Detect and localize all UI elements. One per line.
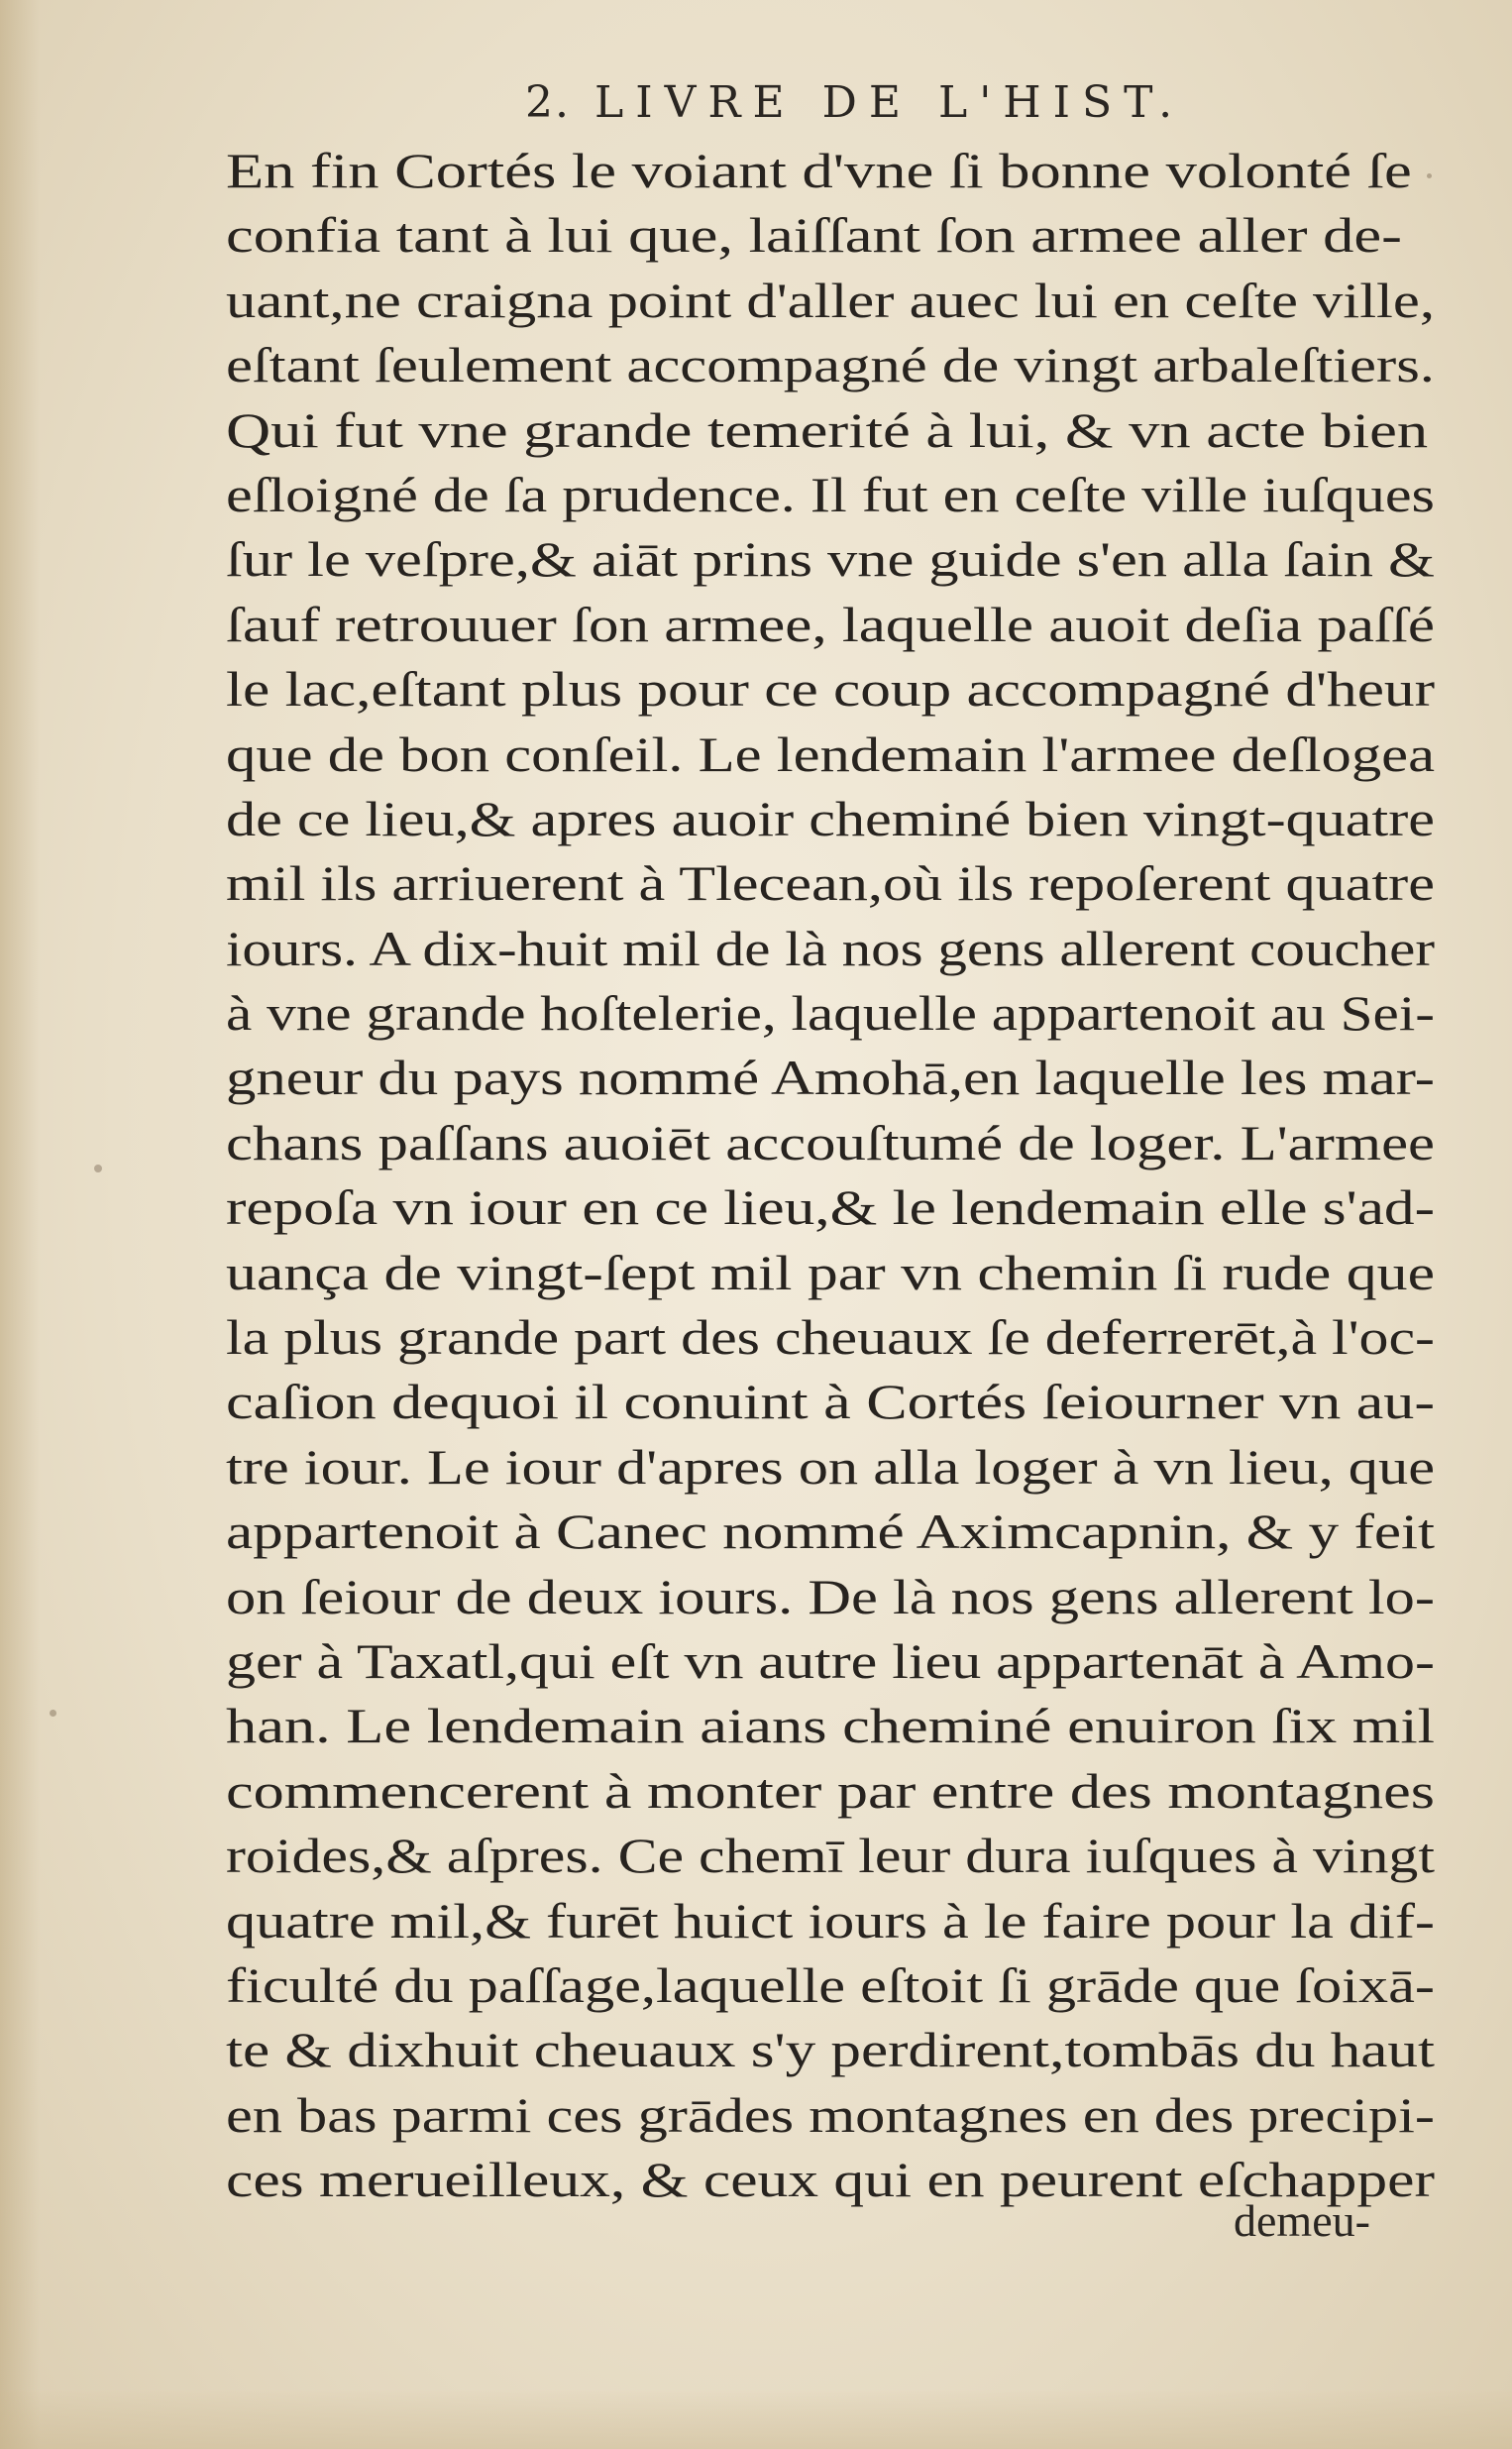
paper-speck [50,1710,56,1717]
running-head [525,77,1185,128]
text-line: en bas parmi ces grādes montagnes en des precipi- [226,2086,1435,2143]
text-line: iours. A dix-huit mil de là nos gens allerent coucher [226,920,1435,976]
text-line: confia tant à lui que, laiſſant ſon armee aller de- [226,207,1402,264]
text-line: quatre mil,& furēt huict iours à le faire pour la dif- [226,1892,1435,1948]
text-line: tre iour. Le iour d'apres on alla loger à vn lieu, que [226,1438,1435,1495]
paper-speck [94,1165,102,1172]
text-line: le lac,eſtant plus pour ce coup accompagné d'heur [226,661,1435,718]
text-line: chans paſſans auoiēt accouſtumé de loger. L'armee [226,1114,1435,1170]
text-line: ger à Taxatl,qui eſt vn autre lieu appartenāt à Amo- [226,1632,1435,1689]
text-line: de ce lieu,& apres auoir cheminé bien vingt-quatre [226,790,1435,846]
text-line: à vne grande hoſtelerie, laquelle appartenoit au Sei- [226,985,1435,1042]
text-line: eſloigné de ſa prudence. Il fut en ceſte ville iuſques [226,466,1435,522]
text-line: gneur du pays nommé Amohā,en laquelle les mar- [226,1050,1435,1106]
text-line: on ſeiour de deux iours. De là nos gens allerent lo- [226,1568,1435,1624]
text-line: ſur le veſpre,& aiāt prins vne guide s'en alla ſain & [226,531,1435,588]
running-title: LIVRE DE L'HIST. [594,77,1185,128]
text-line: commencerent à monter par entre des montagnes [226,1762,1435,1819]
text-line: eſtant ſeulement accompagné de vingt arbaleſtiers. [226,337,1435,393]
catchword: demeu- [1234,2195,1370,2246]
page-bottom-shadow [0,2390,1512,2449]
text-line: En fin Cortés le voiant d'vne ſi bonne volonté ſe [226,143,1412,198]
text-line: appartenoit à Canec nommé Aximcapnin, & y feit [226,1503,1435,1560]
text-line: que de bon conſeil. Le lendemain l'armee deſlogea [226,725,1435,782]
text-line: te & dixhuit cheuaux s'y perdirent,tombās du haut [226,2022,1435,2078]
text-line: uant,ne craigna point d'aller auec lui en ceſte ville, [226,272,1435,328]
page-edge-shadow [0,0,40,2449]
page-number: 2. [525,77,571,128]
text-line: caſion dequoi il conuint à Cortés ſeiourner vn au- [226,1374,1435,1430]
text-line: ſauf retrouuer ſon armee, laquelle auoit deſia paſſé [226,596,1435,652]
text-line: ficulté du paſſage,laquelle eſtoit ſi grāde que ſoixā- [226,1956,1435,2013]
text-line: han. Le lendemain aians cheminé enuiron ſix mil [226,1698,1435,1754]
text-line: Qui fut vne grande temerité à lui, & vn acte bien [226,401,1429,458]
text-line: uança de vingt-ſept mil par vn chemin ſi rude que [226,1244,1435,1300]
text-line: ces merueilleux, & ceux qui en peurent eſchapper [226,2152,1435,2208]
text-line: repoſa vn iour en ce lieu,& le lendemain elle s'ad- [226,1179,1435,1236]
body-text [226,139,1435,2213]
text-line: la plus grande part des cheuaux ſe deferrerēt,à l'oc- [226,1309,1435,1366]
text-line: roides,& aſpres. Ce chemī leur dura iuſques à vingt [226,1828,1435,1884]
text-line: mil ils arriuerent à Tlecean,où ils repoſerent quatre [226,855,1435,912]
